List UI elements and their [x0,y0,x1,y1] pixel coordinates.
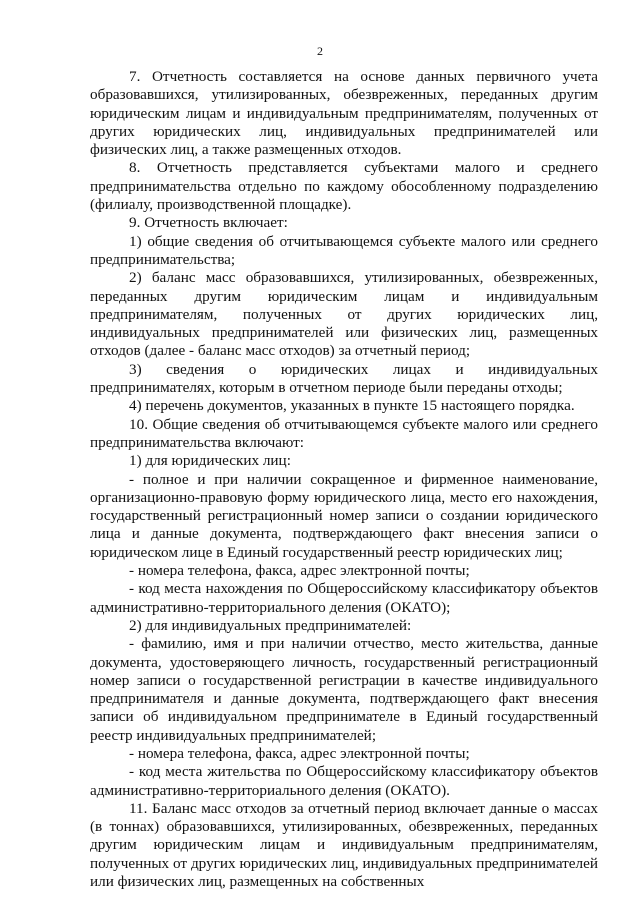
paragraph-bullet: - номера телефона, факса, адрес электронной почты; [129,562,470,580]
paragraph-item-7: 7. Отчетность составляется на основе данных первичного учета образовавшихся, утилизированных, обезвреженных, переданных другим юридическим лицам и индивидуальным предпринимателям, полученных от других юридических лиц, индивидуальных предпринимателей или физических лиц, а также размещенных отходов. [90,68,598,159]
paragraph-subitem-9-2: 2) баланс масс образовавшихся, утилизированных, обезвреженных, переданных другим юридическим лицам и индивидуальным предпринимателям, полученных от других юридических лиц, индивидуальных предпринимателей или физических лиц, размещенных отходов (далее - баланс масс отходов) за отчетный период; [90,269,598,360]
page-number: 2 [317,44,323,58]
paragraph-bullet: - код места жительства по Общероссийскому классификатору объектов административно-территориального деления (ОКАТО). [90,763,598,799]
paragraph-subitem-10-1: 1) для юридических лиц: [129,452,291,470]
paragraph-item-9: 9. Отчетность включает: [129,214,288,232]
paragraph-bullet: - полное и при наличии сокращенное и фирменное наименование, организационно-правовую форму юридического лица, место его нахождения, государственный регистрационный номер записи о создании юридического лица и данные документа, подтверждающего факт внесения записи о юридическом лице в Единый государственный реестр юридических лиц; [90,470,598,561]
document-body [90,68,598,891]
paragraph-subitem-9-1: 1) общие сведения об отчитывающемся субъекте малого или среднего предпринимательства; [90,232,598,268]
paragraph-subitem-9-4: 4) перечень документов, указанных в пункте 15 настоящего порядка. [129,397,575,415]
paragraph-subitem-9-3: 3) сведения о юридических лицах и индивидуальных предпринимателях, которым в отчетном периоде были переданы отходы; [90,360,598,397]
paragraph-item-11: 11. Баланс масс отходов за отчетный период включает данные о массах (в тоннах) образовавшихся, утилизированных, обезвреженных, переданных другим юридическим лицам и индивидуальным предпринимателям, полученных от других юридических лиц, индивидуальных предпринимателей или физических лиц, размещенных на собственных [90,799,598,891]
paragraph-bullet: - фамилию, имя и при наличии отчество, место жительства, данные документа, удостоверяющего личность, государственный регистрационный номер записи о государственной регистрации в качестве индивидуального предпринимателя и данные документа, подтверждающего факт внесения записи об индивидуальном предпринимателе в Единый государственный реестр индивидуальных предпринимателей; [90,635,598,744]
paragraph-item-8: 8. Отчетность представляется субъектами малого и среднего предпринимательства отдельно по каждому обособленному подразделению (филиалу, производственной площадке). [90,159,598,214]
paragraph-subitem-10-2: 2) для индивидуальных предпринимателей: [129,616,412,634]
paragraph-item-10: 10. Общие сведения об отчитывающемся субъекте малого или среднего предпринимательства включают: [90,415,598,451]
paragraph-bullet: - код места нахождения по Общероссийскому классификатору объектов административно-территориального деления (ОКАТО); [90,580,598,616]
paragraph-bullet: - номера телефона, факса, адрес электронной почты; [129,744,470,762]
